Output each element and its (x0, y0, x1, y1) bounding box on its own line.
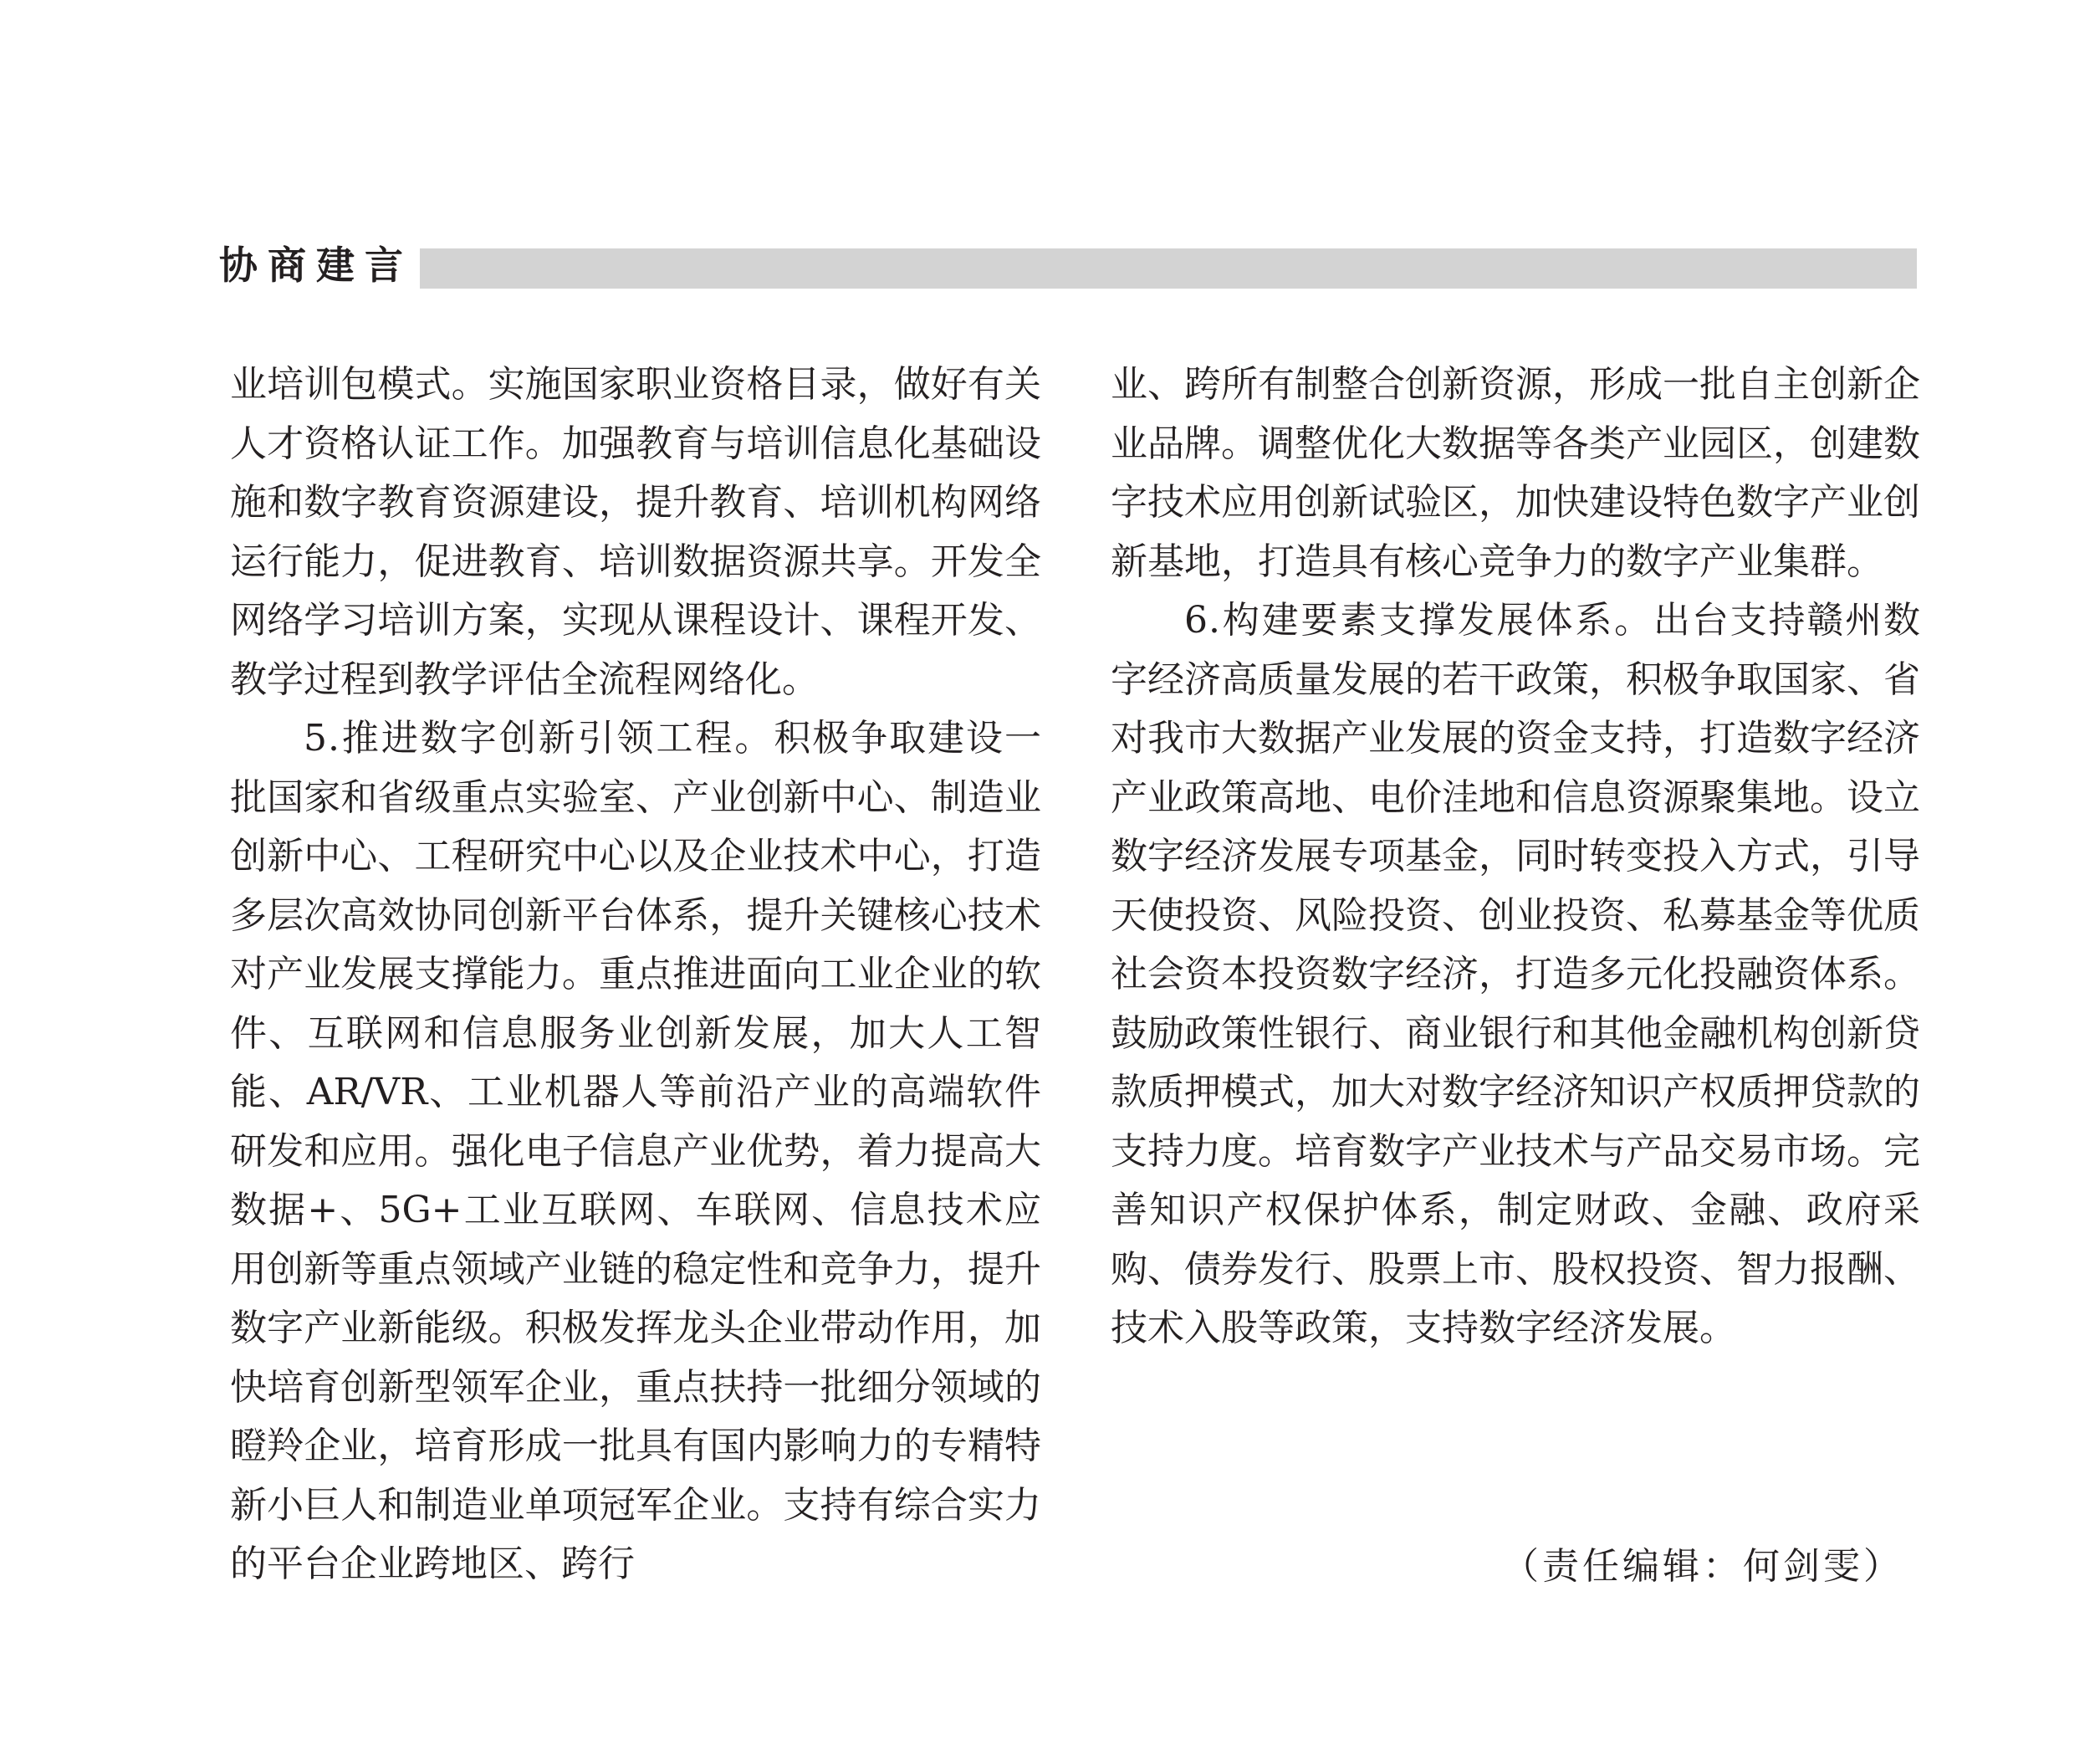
section-5-body: 积极争取建设一批国家和省级重点实验室、产业创新中心、制造业创新中心、工程研究中心以及企业技术中心，打造多层次高效协同创新平台体系，提升关键核心技术对产业发展支撑能力。重点推进面向工业企业的软件、互联网和信息服务业创新发展，加大人工智能、AR/VR、工业机器人等前沿产业的高端软件研发和应用。强化电子信息产业优势，着力提高大数据+、5G+工业互联网、车联网、信息技术应用创新等重点领域产业链的稳定性和竞争力，提升数字产业新能级。积极发挥龙头企业带动作用，加快培育创新型领军企业，重点扶持一批细分领域的瞪羚企业，培育形成一批具有国内影响力的专精特新小巨人和制造业单项冠军企业。支持有综合实力的平台企业跨地区、跨行 (230, 717, 1041, 1585)
right-paragraph-2 (1111, 591, 1920, 1358)
right-column (1111, 356, 1920, 1358)
section-6-heading: 6.构建要素支撑发展体系。 (1184, 599, 1653, 642)
section-5-heading: 5.推进数字创新引领工程。 (304, 717, 774, 760)
left-column (230, 356, 1041, 1594)
header-bar (420, 248, 1917, 289)
section-6-body: 出台支持赣州数字经济高质量发展的若干政策，积极争取国家、省对我市大数据产业发展的资金支持，打造数字经济产业政策高地、电价洼地和信息资源聚集地。设立数字经济发展专项基金，同时转变投入方式，引导天使投资、风险投资、创业投资、私募基金等优质社会资本投资数字经济，打造多元化投融资体系。鼓励政策性银行、商业银行和其他金融机构创新贷款质押模式，加大对数字经济知识产权质押贷款的支持力度。培育数字产业技术与产品交易市场。完善知识产权保护体系，制定财政、金融、政府采购、债券发行、股票上市、股权投资、智力报酬、技术入股等政策，支持数字经济发展。 (1111, 599, 1921, 1349)
editor-credit: （责任编辑：何剑雯） (1502, 1545, 1903, 1588)
left-paragraph-2 (230, 709, 1041, 1594)
left-paragraph-1: 业培训包模式。实施国家职业资格目录，做好有关人才资格认证工作。加强教育与培训信息化基础设施和数字教育资源建设，提升教育、培训机构网络运行能力，促进教育、培训数据资源共享。开发全网络学习培训方案，实现从课程设计、课程开发、教学过程到教学评估全流程网络化。 (230, 363, 1041, 701)
section-title: 协商建言 (219, 243, 413, 288)
right-paragraph-1: 业、跨所有制整合创新资源，形成一批自主创新企业品牌。调整优化大数据等各类产业园区，创建数字技术应用创新试验区，加快建设特色数字产业创新基地，打造具有核心竞争力的数字产业集群。 (1111, 363, 1920, 583)
page-header (219, 243, 1917, 294)
